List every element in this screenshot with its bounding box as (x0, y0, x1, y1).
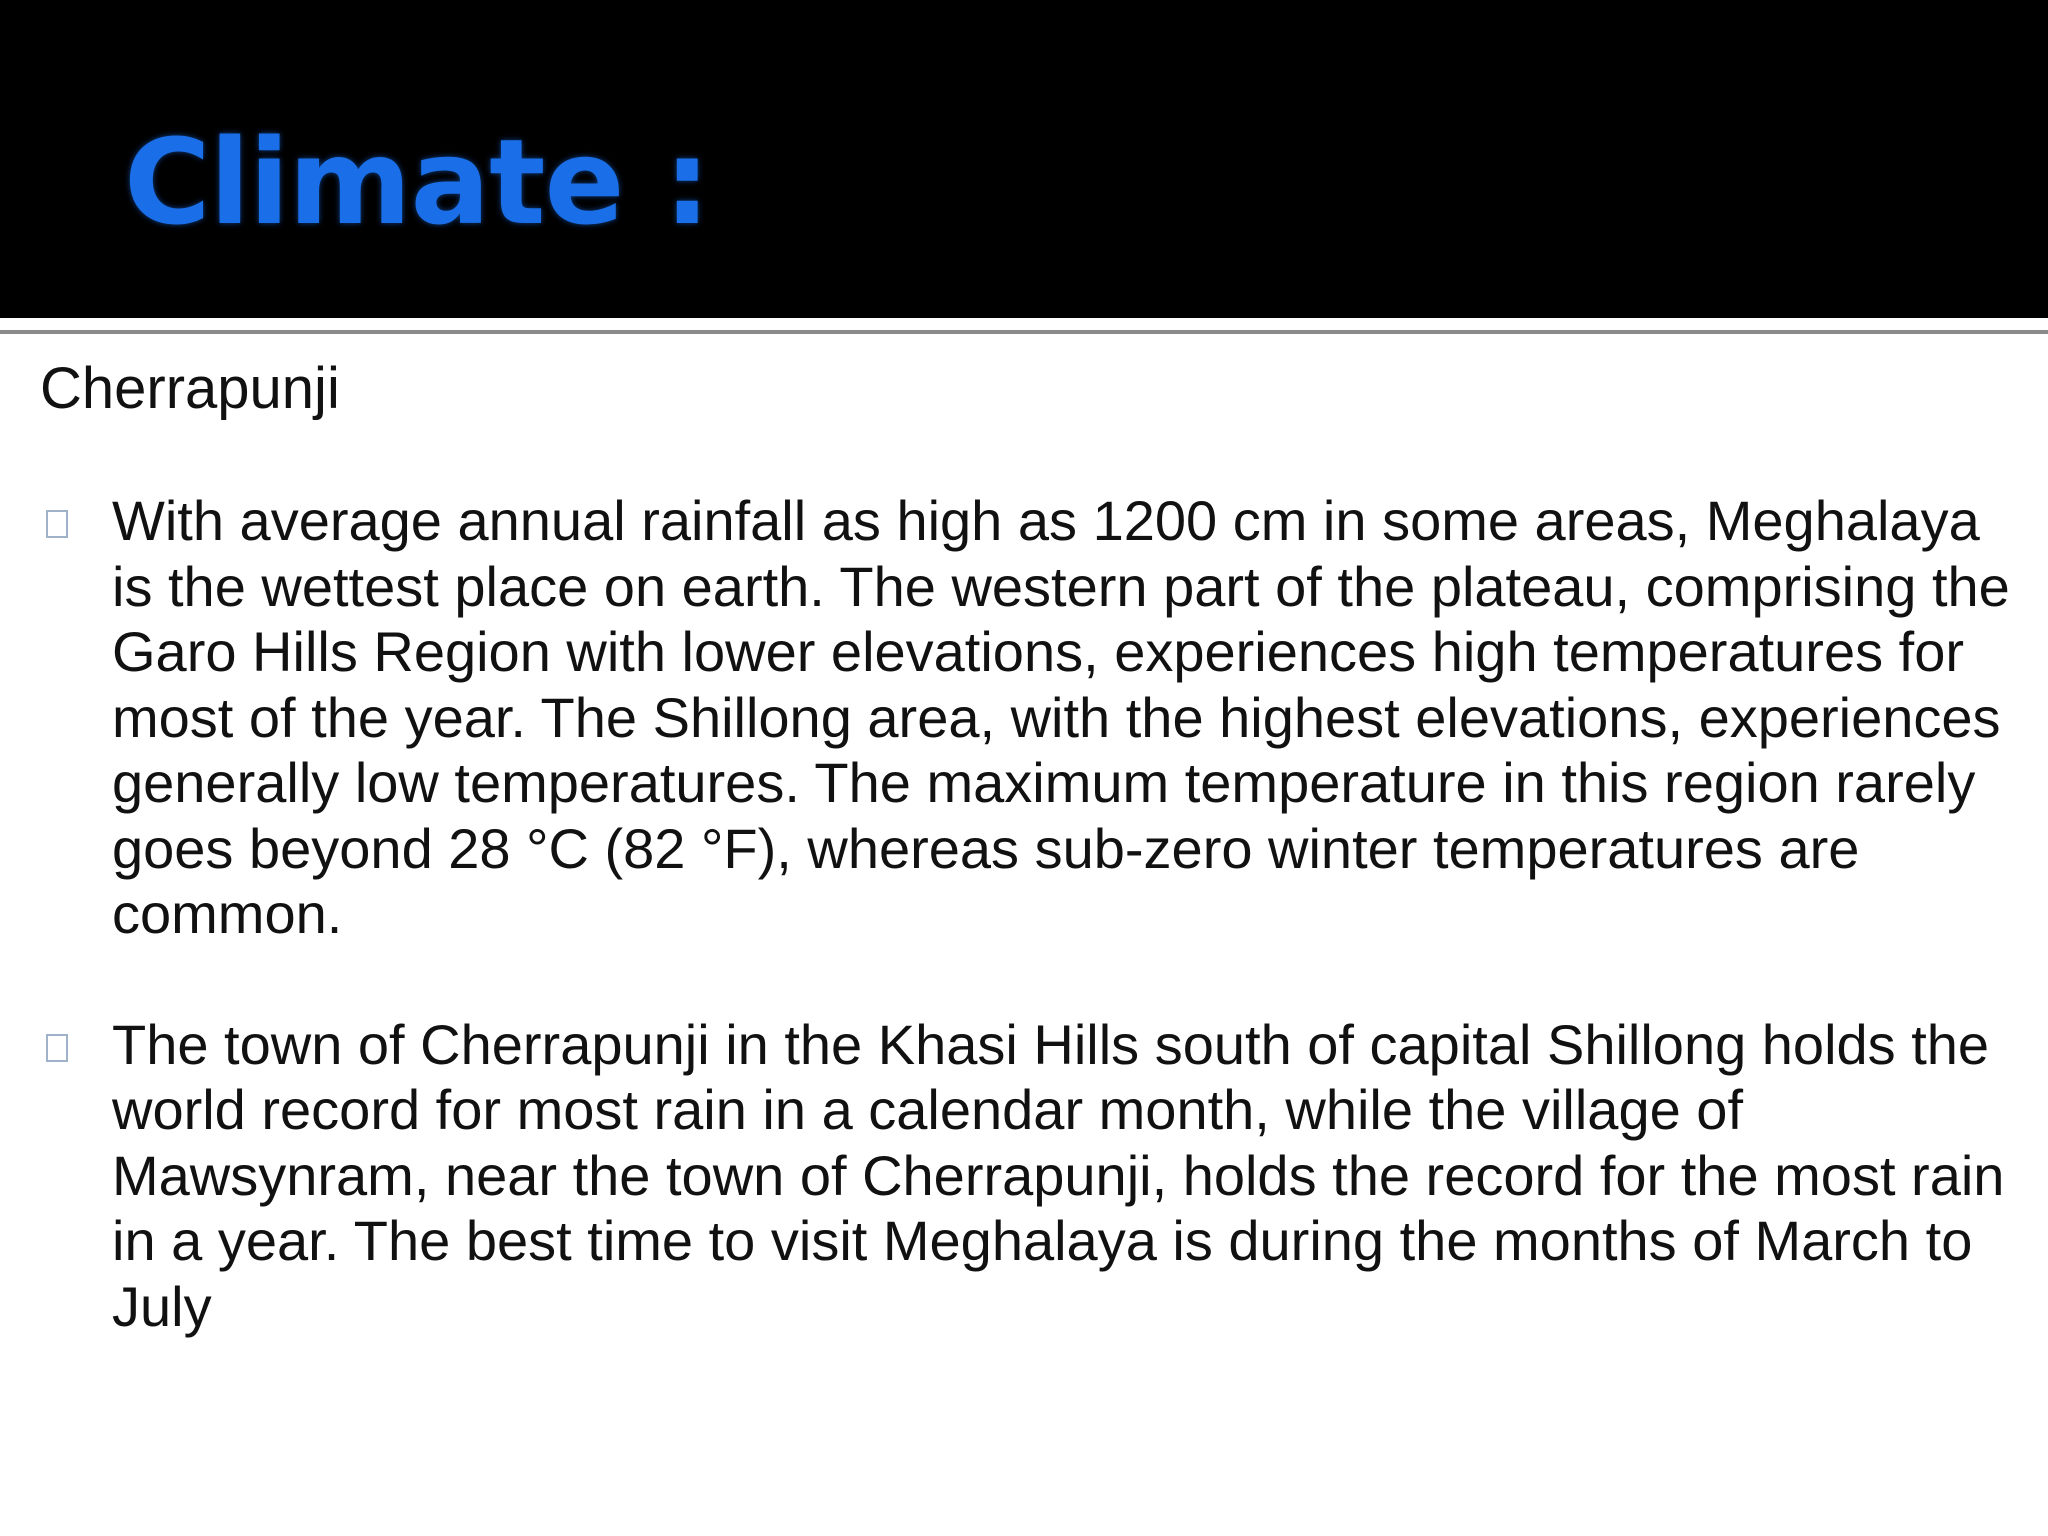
divider-highlight (0, 318, 2048, 330)
bullet-item-cherrapunji (40, 1012, 2030, 1340)
bullet-item-rainfall (40, 488, 2030, 947)
title-band (0, 0, 2048, 318)
bullet-square-icon (46, 510, 68, 538)
bullet-text: The town of Cherrapunji in the Khasi Hills south of capital Shillong holds the world record for most rain in a calendar month, while the village of Mawsynram, near the town of Cherrapunji, holds the record for the most rain in a year. The best time to visit Meghalaya is during the months of March to July (112, 1012, 2005, 1338)
slide-title: Climate : (124, 113, 710, 251)
bullet-text: With average annual rainfall as high as 1200 cm in some areas, Meghalaya is the wettest place on earth. The western part of the plateau, comprising the Garo Hills Region with lower elevations, experiences high temperatures for most of the year. The Shillong area, with the highest elevations, experiences generally low temperatures. The maximum temperature in this region rarely goes beyond 28 °C (82 °F), whereas sub-zero winter temperatures are common. (112, 489, 2010, 945)
bullet-square-icon (46, 1034, 68, 1062)
bullet-list (40, 488, 2030, 1404)
subheading: Cherrapunji (40, 356, 340, 421)
title-divider (0, 330, 2048, 334)
